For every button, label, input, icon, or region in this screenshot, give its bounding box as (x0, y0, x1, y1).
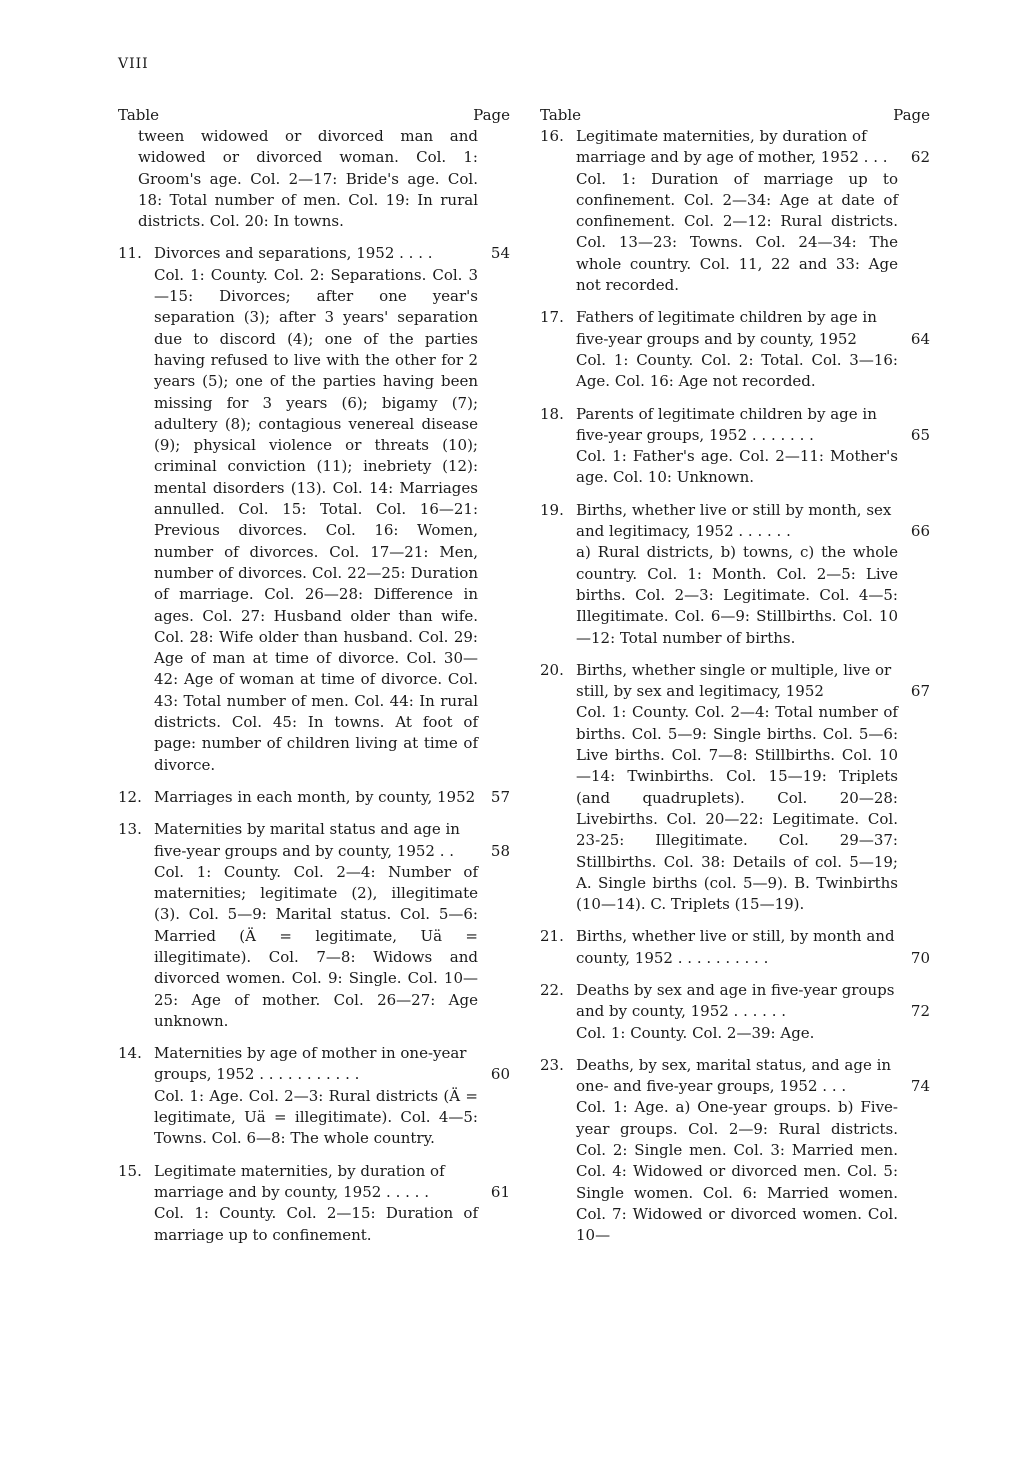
table-title: Legitimate maternities, by duration of marriage and by county, 1952 . . . . . (154, 1161, 445, 1201)
table-number: 14. (118, 1044, 142, 1063)
page-ref: 70 (910, 948, 930, 967)
entry-description: Col. 1: County. Col. 2—39: Age. (576, 1023, 815, 1042)
table-title: Births, whether single or multiple, live or still, by sex and legitimacy, 1952 (576, 660, 892, 701)
page-heading: Page (893, 106, 930, 124)
page-ref: 72 (910, 1002, 930, 1021)
table-number: 23. (540, 1055, 564, 1074)
page-ref: 74 (910, 1077, 930, 1096)
table-title: Deaths by sex and age in five-year groups and by county, 1952 . . . . . . (576, 980, 895, 1021)
entry-description: Col. 1: Father's age. Col. 2—11: Mother's age. Col. 10: Unknown. (576, 447, 898, 487)
table-entry (118, 1161, 510, 1246)
table-heading: Table (118, 106, 160, 124)
table-title: Births, whether live or still, by month and county, 1952 . . . . . . . . . . (576, 927, 895, 967)
page-ref: 61 (490, 1182, 510, 1201)
page-ref: 66 (910, 522, 930, 541)
table-title: Marriages in each month, by county, 1952 (154, 787, 476, 806)
table-entry (540, 126, 930, 296)
page-ref: 60 (490, 1065, 510, 1084)
page-ref: 65 (910, 425, 930, 444)
table-heading: Table (540, 106, 582, 124)
entry-list (118, 243, 510, 1245)
entry-description: Col. 1: County. Col. 2—4: Total number of births. Col. 5—9: Single births. Col. 5—6: Live births. Col. 7—8: Stillbirths. Col. 10—14: Twinbirths. Col. 15—19: Triplets (and quadruplets). Col. 20—28: Livebirths. Col. 20—22: Legitimate. Col. 23-25: Illegitimate. Col. 29—37: Stillbirths. Col. 38: Details of col. 5—19; A. Single births (col. 5—9). B. Twinbirths (10—14). C. Triplets (15—19). (576, 703, 898, 914)
entry-description: Col. 1: County. Col. 2: Total. Col. 3—16: Age. Col. 16: Age not recorded. (576, 350, 898, 391)
table-title: Deaths, by sex, marital status, and age in one- and five-year groups, 1952 . . . (576, 1055, 892, 1096)
entry-description: Col. 1: County. Col. 2—15: Duration of marriage up to confinement. (154, 1204, 478, 1244)
page-ref: 67 (910, 682, 930, 701)
table-entry (540, 926, 930, 969)
table-number: 20. (540, 660, 564, 679)
table-title: Maternities by age of mother in one-year groups, 1952 . . . . . . . . . . . (154, 1044, 467, 1084)
left-column (118, 105, 510, 1246)
table-entry (118, 787, 510, 808)
table-entry (540, 1055, 930, 1247)
page-ref: 62 (910, 148, 930, 167)
right-column (540, 105, 930, 1247)
page-heading: Page (473, 106, 510, 124)
table-entry (118, 819, 510, 1032)
entry-description: Col. 1: County. Col. 2—4: Number of maternities; legitimate (2), illegitimate (3). Col. 5—9: Marital status. Col. 5—6: Married (Ä = legitimate, Uä = illegitimate). Col. 7—8: Widows and divorced women. Col. 9: Single. Col. 10—25: Age of mother. Col. 26—27: Age unknown. (154, 862, 478, 1030)
table-number: 16. (540, 127, 564, 145)
table-title: Maternities by marital status and age in five-year groups and by county, 1952 . . (154, 820, 460, 860)
table-number: 18. (540, 404, 564, 423)
entry-description: Col. 1: County. Col. 2: Separations. Col. 3—15: Divorces; after one year's separation (3); after 3 years' separation due to discord (4); one of the parties having refused to live with the other for 2 years (5); one of the parties having been missing for 3 years (6); bigamy (7); adultery (8); contagious venereal disease (9); physical violence or threats (10); criminal conviction (11); inebriety (12): mental disorders (13). Col. 14: Marriages annulled. Col. 15: Total. Col. 16—21: Previous divorces. Col. 16: Women, number of divorces. Col. 17—21: Men, number of divorces. Col. 22—25: Duration of marriage. Col. 26—28: Difference in ages. Col. 27: Husband older than wife. Col. 28: Wife older than husband. Col. 29: Age of man at time of divorce. Col. 30—42: Age of woman at time of divorce. Col. 43: Total number of men. Col. 44: In rural districts. Col. 45: In towns. At foot of page: number of children living at time of divorce. (154, 265, 478, 774)
table-number: 21. (540, 927, 564, 946)
table-entry (540, 980, 930, 1044)
page-ref: 64 (910, 329, 930, 348)
page-ref: 54 (490, 244, 510, 263)
table-entry (118, 1043, 510, 1149)
column-header (118, 105, 510, 126)
table-number: 13. (118, 820, 142, 839)
table-number: 11. (118, 244, 142, 263)
page-number: VIII (118, 56, 149, 72)
entry-description: Col. 1: Age. a) One-year groups. b) Five-year groups. Col. 2—9: Rural districts. Col. 2: Single men. Col. 3: Married men. Col. 4: Widowed or divorced men. Col. 5: Single women. Col. 6: Married women. Col. 7: Widowed or divorced women. Col. 10— (576, 1098, 898, 1245)
entry-description: tween widowed or divorced man and widowed or divorced woman. Col. 1: Groom's age. Col. 2—17: Bride's age. Col. 18: Total number of men. Col. 19: In rural districts. Col. 20: In towns. (138, 127, 478, 231)
table-entry (540, 404, 930, 489)
entry-list (540, 126, 930, 1247)
table-title: Fathers of legitimate children by age in five-year groups and by county, 1952 (576, 308, 877, 348)
table-number: 22. (540, 980, 564, 999)
table-number: 12. (118, 787, 142, 806)
table-entry (118, 243, 510, 775)
table-title: Births, whether live or still by month, sex and legitimacy, 1952 . . . . . . (576, 500, 892, 541)
table-entry (540, 500, 930, 649)
table-title: Parents of legitimate children by age in five-year groups, 1952 . . . . . . . (576, 404, 877, 444)
entry-description: Col. 1: Duration of marriage up to confinement. Col. 2—34: Age at date of confinement. Col. 2—12: Rural districts. Col. 13—23: Towns. Col. 24—34: The whole country. Col. 11, 22 and 33: Age not recorded. (576, 169, 898, 295)
table-title: Legitimate maternities, by duration of marriage and by age of mother, 1952 . . . (576, 127, 888, 167)
table-entry (540, 660, 930, 916)
page-ref: 58 (490, 841, 510, 860)
table-title: Divorces and separations, 1952 . . . . (154, 244, 433, 263)
page-ref: 57 (490, 787, 510, 806)
table-number: 17. (540, 308, 564, 327)
entry-description: a) Rural districts, b) towns, c) the whole country. Col. 1: Month. Col. 2—5: Live births. Col. 2—3: Legitimate. Col. 4—5: Illegitimate. Col. 6—9: Stillbirths. Col. 10—12: Total number of births. (576, 543, 898, 647)
column-header (540, 105, 930, 126)
entry-description: Col. 1: Age. Col. 2—3: Rural districts (Ä = legitimate, Uä = illegitimate). Col. 4—5: Towns. Col. 6—8: The whole country. (154, 1086, 478, 1148)
table-entry (540, 307, 930, 392)
continuation-text (118, 126, 510, 232)
table-number: 19. (540, 500, 564, 519)
table-number: 15. (118, 1161, 142, 1180)
